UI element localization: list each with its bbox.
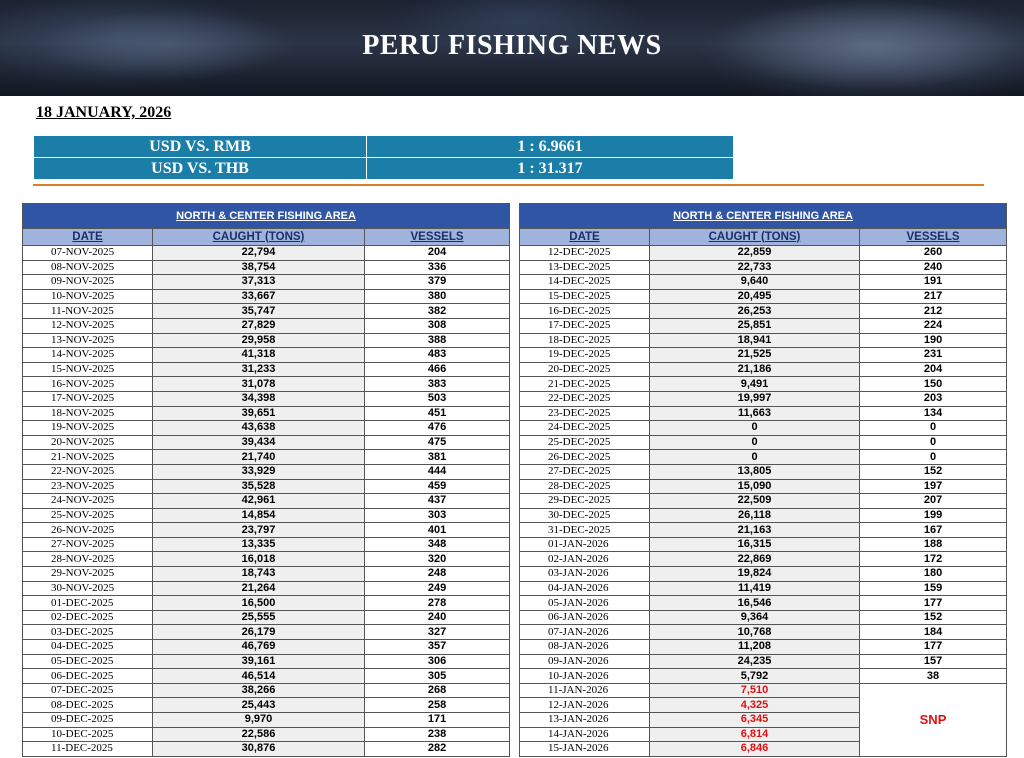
date-cell: 10-DEC-2025 <box>23 727 153 742</box>
vessels-cell: 476 <box>365 421 510 436</box>
vessels-cell: 459 <box>365 479 510 494</box>
date-cell: 05-DEC-2025 <box>23 654 153 669</box>
vessels-cell: 327 <box>365 625 510 640</box>
table-row <box>520 494 1007 509</box>
table-row <box>520 362 1007 377</box>
caught-cell: 39,651 <box>153 406 365 421</box>
date-cell: 04-JAN-2026 <box>520 581 650 596</box>
table-row <box>520 318 1007 333</box>
table-row <box>520 348 1007 363</box>
caught-cell: 39,161 <box>153 654 365 669</box>
table-row <box>520 246 1007 261</box>
caught-cell: 10,768 <box>650 625 860 640</box>
table-row <box>520 640 1007 655</box>
vessels-cell: 437 <box>365 494 510 509</box>
vessels-cell: 207 <box>860 494 1007 509</box>
date-cell: 12-DEC-2025 <box>520 246 650 261</box>
column-header-caught: CAUGHT (TONS) <box>153 229 365 246</box>
vessels-cell: 268 <box>365 683 510 698</box>
date-cell: 24-DEC-2025 <box>520 421 650 436</box>
date-cell: 07-DEC-2025 <box>23 683 153 698</box>
table-row <box>520 464 1007 479</box>
date-cell: 23-NOV-2025 <box>23 479 153 494</box>
caught-cell: 5,792 <box>650 669 860 684</box>
caught-cell: 19,997 <box>650 391 860 406</box>
date-cell: 15-NOV-2025 <box>23 362 153 377</box>
table-row <box>520 567 1007 582</box>
table-row <box>23 654 510 669</box>
date-cell: 27-DEC-2025 <box>520 464 650 479</box>
table-row <box>23 567 510 582</box>
vessels-cell: 159 <box>860 581 1007 596</box>
caught-cell: 39,434 <box>153 435 365 450</box>
column-header-vessels: VESSELS <box>860 229 1007 246</box>
caught-cell: 0 <box>650 435 860 450</box>
caught-cell: 46,514 <box>153 669 365 684</box>
exchange-rate-value: 1 : 6.9661 <box>367 136 734 158</box>
caught-cell-highlight: 6,814 <box>650 727 860 742</box>
vessels-cell: 383 <box>365 377 510 392</box>
table-row <box>520 275 1007 290</box>
table-row <box>520 508 1007 523</box>
caught-cell: 26,118 <box>650 508 860 523</box>
vessels-cell: 204 <box>860 362 1007 377</box>
vessels-cell: 503 <box>365 391 510 406</box>
currency-pair: USD VS. THB <box>34 158 367 180</box>
date-cell: 29-DEC-2025 <box>520 494 650 509</box>
table-row <box>520 523 1007 538</box>
vessels-cell: 224 <box>860 318 1007 333</box>
table-row <box>23 318 510 333</box>
date-cell: 06-JAN-2026 <box>520 610 650 625</box>
vessels-cell: 171 <box>365 713 510 728</box>
table-row <box>23 508 510 523</box>
caught-cell: 19,824 <box>650 567 860 582</box>
date-cell: 12-NOV-2025 <box>23 318 153 333</box>
caught-cell: 11,663 <box>650 406 860 421</box>
vessels-cell: 204 <box>365 246 510 261</box>
caught-cell: 9,970 <box>153 713 365 728</box>
vessels-cell: 231 <box>860 348 1007 363</box>
caught-cell: 20,495 <box>650 289 860 304</box>
vessels-cell: 0 <box>860 450 1007 465</box>
caught-cell: 37,313 <box>153 275 365 290</box>
caught-cell: 25,851 <box>650 318 860 333</box>
table-row <box>23 304 510 319</box>
exchange-rate-table <box>33 135 734 180</box>
fishing-table-right <box>519 203 1007 757</box>
date-cell: 18-NOV-2025 <box>23 406 153 421</box>
date-cell: 14-JAN-2026 <box>520 727 650 742</box>
currency-pair: USD VS. RMB <box>34 136 367 158</box>
vessels-cell: 320 <box>365 552 510 567</box>
caught-cell: 31,078 <box>153 377 365 392</box>
vessels-cell: 336 <box>365 260 510 275</box>
table-row <box>23 698 510 713</box>
table-row <box>520 479 1007 494</box>
caught-cell: 35,528 <box>153 479 365 494</box>
date-cell: 10-JAN-2026 <box>520 669 650 684</box>
caught-cell: 22,509 <box>650 494 860 509</box>
table-row <box>520 304 1007 319</box>
date-cell: 11-DEC-2025 <box>23 742 153 757</box>
vessels-cell: 238 <box>365 727 510 742</box>
fishing-table-left <box>22 203 510 757</box>
caught-cell: 14,854 <box>153 508 365 523</box>
date-cell: 25-DEC-2025 <box>520 435 650 450</box>
caught-cell: 25,555 <box>153 610 365 625</box>
date-cell: 08-JAN-2026 <box>520 640 650 655</box>
date-cell: 29-NOV-2025 <box>23 567 153 582</box>
caught-cell: 11,419 <box>650 581 860 596</box>
date-cell: 31-DEC-2025 <box>520 523 650 538</box>
caught-cell: 41,318 <box>153 348 365 363</box>
date-cell: 15-JAN-2026 <box>520 742 650 757</box>
table-row <box>520 610 1007 625</box>
date-cell: 17-NOV-2025 <box>23 391 153 406</box>
caught-cell: 27,829 <box>153 318 365 333</box>
caught-cell: 26,179 <box>153 625 365 640</box>
caught-cell: 38,754 <box>153 260 365 275</box>
vessels-cell: 190 <box>860 333 1007 348</box>
caught-cell: 33,929 <box>153 464 365 479</box>
caught-cell: 22,859 <box>650 246 860 261</box>
table-row <box>520 333 1007 348</box>
caught-cell: 34,398 <box>153 391 365 406</box>
table-row <box>520 537 1007 552</box>
caught-cell: 38,266 <box>153 683 365 698</box>
caught-cell: 22,794 <box>153 246 365 261</box>
vessels-cell: 306 <box>365 654 510 669</box>
caught-cell: 43,638 <box>153 421 365 436</box>
caught-cell: 42,961 <box>153 494 365 509</box>
table-row <box>520 683 1007 698</box>
table-row <box>520 406 1007 421</box>
vessels-cell: 240 <box>365 610 510 625</box>
date-cell: 26-DEC-2025 <box>520 450 650 465</box>
table-row <box>23 362 510 377</box>
date-cell: 27-NOV-2025 <box>23 537 153 552</box>
date-cell: 20-DEC-2025 <box>520 362 650 377</box>
caught-cell: 9,491 <box>650 377 860 392</box>
table-row <box>23 246 510 261</box>
date-cell: 24-NOV-2025 <box>23 494 153 509</box>
caught-cell: 21,264 <box>153 581 365 596</box>
date-cell: 19-DEC-2025 <box>520 348 650 363</box>
date-cell: 26-NOV-2025 <box>23 523 153 538</box>
table-row <box>23 450 510 465</box>
table-row <box>23 348 510 363</box>
date-cell: 17-DEC-2025 <box>520 318 650 333</box>
vessels-cell: 260 <box>860 246 1007 261</box>
caught-cell: 46,769 <box>153 640 365 655</box>
table-row <box>520 669 1007 684</box>
area-title: NORTH & CENTER FISHING AREA <box>520 204 1007 229</box>
vessels-cell: 197 <box>860 479 1007 494</box>
vessels-cell: 188 <box>860 537 1007 552</box>
table-row <box>23 391 510 406</box>
date-cell: 20-NOV-2025 <box>23 435 153 450</box>
caught-cell: 18,743 <box>153 567 365 582</box>
table-row <box>23 260 510 275</box>
vessels-cell: 240 <box>860 260 1007 275</box>
table-row <box>23 421 510 436</box>
date-cell: 23-DEC-2025 <box>520 406 650 421</box>
exchange-rate-value: 1 : 31.317 <box>367 158 734 180</box>
date-cell: 02-DEC-2025 <box>23 610 153 625</box>
caught-cell: 26,253 <box>650 304 860 319</box>
table-row <box>23 289 510 304</box>
vessels-cell: 401 <box>365 523 510 538</box>
table-row <box>520 377 1007 392</box>
report-date: 18 JANUARY, 2026 <box>36 104 172 121</box>
caught-cell: 21,740 <box>153 450 365 465</box>
area-title: NORTH & CENTER FISHING AREA <box>23 204 510 229</box>
vessels-cell: 282 <box>365 742 510 757</box>
table-row <box>23 479 510 494</box>
date-cell: 04-DEC-2025 <box>23 640 153 655</box>
caught-cell: 13,805 <box>650 464 860 479</box>
vessels-cell: 184 <box>860 625 1007 640</box>
date-cell: 21-NOV-2025 <box>23 450 153 465</box>
caught-cell: 25,443 <box>153 698 365 713</box>
vessels-cell: 177 <box>860 596 1007 611</box>
caught-cell: 13,335 <box>153 537 365 552</box>
table-row <box>520 260 1007 275</box>
vessels-cell: 134 <box>860 406 1007 421</box>
date-cell: 14-NOV-2025 <box>23 348 153 363</box>
date-cell: 07-JAN-2026 <box>520 625 650 640</box>
date-cell: 12-JAN-2026 <box>520 698 650 713</box>
caught-cell: 22,869 <box>650 552 860 567</box>
caught-cell: 31,233 <box>153 362 365 377</box>
date-cell: 08-DEC-2025 <box>23 698 153 713</box>
table-row <box>23 610 510 625</box>
date-cell: 16-DEC-2025 <box>520 304 650 319</box>
vessels-cell: 475 <box>365 435 510 450</box>
table-row <box>23 464 510 479</box>
vessels-cell: 152 <box>860 610 1007 625</box>
date-cell: 22-DEC-2025 <box>520 391 650 406</box>
table-row <box>23 537 510 552</box>
vessels-cell: 199 <box>860 508 1007 523</box>
date-cell: 08-NOV-2025 <box>23 260 153 275</box>
vessels-cell: 0 <box>860 435 1007 450</box>
vessels-cell: 380 <box>365 289 510 304</box>
date-cell: 03-DEC-2025 <box>23 625 153 640</box>
date-cell: 28-DEC-2025 <box>520 479 650 494</box>
vessels-cell: 381 <box>365 450 510 465</box>
caught-cell: 15,090 <box>650 479 860 494</box>
vessels-cell: 382 <box>365 304 510 319</box>
vessels-cell: 444 <box>365 464 510 479</box>
caught-cell: 22,733 <box>650 260 860 275</box>
table-row <box>520 596 1007 611</box>
date-cell: 18-DEC-2025 <box>520 333 650 348</box>
table-row <box>520 450 1007 465</box>
caught-cell-highlight: 6,846 <box>650 742 860 757</box>
caught-cell: 16,315 <box>650 537 860 552</box>
date-cell: 16-NOV-2025 <box>23 377 153 392</box>
caught-cell-highlight: 6,345 <box>650 713 860 728</box>
date-cell: 13-JAN-2026 <box>520 713 650 728</box>
caught-cell: 9,640 <box>650 275 860 290</box>
caught-cell: 29,958 <box>153 333 365 348</box>
vessels-cell: 308 <box>365 318 510 333</box>
table-row <box>520 581 1007 596</box>
caught-cell: 16,546 <box>650 596 860 611</box>
vessels-cell: 348 <box>365 537 510 552</box>
vessels-cell: 305 <box>365 669 510 684</box>
date-cell: 19-NOV-2025 <box>23 421 153 436</box>
date-cell: 25-NOV-2025 <box>23 508 153 523</box>
date-cell: 30-NOV-2025 <box>23 581 153 596</box>
table-row <box>23 683 510 698</box>
column-header-date: DATE <box>23 229 153 246</box>
table-row <box>23 552 510 567</box>
caught-cell-highlight: 7,510 <box>650 683 860 698</box>
date-cell: 10-NOV-2025 <box>23 289 153 304</box>
date-cell: 30-DEC-2025 <box>520 508 650 523</box>
caught-cell: 33,667 <box>153 289 365 304</box>
date-cell: 07-NOV-2025 <box>23 246 153 261</box>
table-row <box>520 654 1007 669</box>
table-row <box>23 669 510 684</box>
vessels-cell: 38 <box>860 669 1007 684</box>
date-cell: 01-DEC-2025 <box>23 596 153 611</box>
table-row <box>520 421 1007 436</box>
date-cell: 13-DEC-2025 <box>520 260 650 275</box>
caught-cell: 21,525 <box>650 348 860 363</box>
table-row <box>520 289 1007 304</box>
column-header-vessels: VESSELS <box>365 229 510 246</box>
vessels-cell: 278 <box>365 596 510 611</box>
table-row <box>520 625 1007 640</box>
table-row <box>23 275 510 290</box>
vessels-cell: 180 <box>860 567 1007 582</box>
vessels-cell: 217 <box>860 289 1007 304</box>
vessels-cell: 157 <box>860 654 1007 669</box>
vessels-cell: 258 <box>365 698 510 713</box>
table-row <box>520 391 1007 406</box>
table-row <box>23 713 510 728</box>
snp-label: SNP <box>860 683 1007 756</box>
date-cell: 06-DEC-2025 <box>23 669 153 684</box>
exchange-rate-row <box>34 158 734 180</box>
date-cell: 09-DEC-2025 <box>23 713 153 728</box>
vessels-cell: 203 <box>860 391 1007 406</box>
exchange-rate-row <box>34 136 734 158</box>
vessels-cell: 172 <box>860 552 1007 567</box>
table-row <box>23 333 510 348</box>
date-cell: 03-JAN-2026 <box>520 567 650 582</box>
date-cell: 09-NOV-2025 <box>23 275 153 290</box>
date-cell: 11-NOV-2025 <box>23 304 153 319</box>
page-title: PERU FISHING NEWS <box>362 30 662 61</box>
vessels-cell: 249 <box>365 581 510 596</box>
caught-cell: 11,208 <box>650 640 860 655</box>
date-cell: 05-JAN-2026 <box>520 596 650 611</box>
column-header-date: DATE <box>520 229 650 246</box>
caught-cell: 0 <box>650 450 860 465</box>
caught-cell: 16,018 <box>153 552 365 567</box>
date-cell: 09-JAN-2026 <box>520 654 650 669</box>
table-row <box>23 581 510 596</box>
caught-cell: 23,797 <box>153 523 365 538</box>
vessels-cell: 388 <box>365 333 510 348</box>
table-row <box>23 742 510 757</box>
vessels-cell: 451 <box>365 406 510 421</box>
date-cell: 21-DEC-2025 <box>520 377 650 392</box>
vessels-cell: 150 <box>860 377 1007 392</box>
caught-cell-highlight: 4,325 <box>650 698 860 713</box>
table-row <box>23 596 510 611</box>
vessels-cell: 0 <box>860 421 1007 436</box>
date-cell: 02-JAN-2026 <box>520 552 650 567</box>
vessels-cell: 167 <box>860 523 1007 538</box>
date-cell: 14-DEC-2025 <box>520 275 650 290</box>
vessels-cell: 379 <box>365 275 510 290</box>
table-row <box>23 523 510 538</box>
date-cell: 01-JAN-2026 <box>520 537 650 552</box>
date-cell: 28-NOV-2025 <box>23 552 153 567</box>
vessels-cell: 466 <box>365 362 510 377</box>
date-cell: 13-NOV-2025 <box>23 333 153 348</box>
vessels-cell: 191 <box>860 275 1007 290</box>
vessels-cell: 357 <box>365 640 510 655</box>
table-row <box>23 640 510 655</box>
caught-cell: 18,941 <box>650 333 860 348</box>
date-cell: 11-JAN-2026 <box>520 683 650 698</box>
caught-cell: 0 <box>650 421 860 436</box>
divider-line <box>33 184 984 186</box>
caught-cell: 21,163 <box>650 523 860 538</box>
caught-cell: 22,586 <box>153 727 365 742</box>
vessels-cell: 177 <box>860 640 1007 655</box>
caught-cell: 9,364 <box>650 610 860 625</box>
table-row <box>23 625 510 640</box>
caught-cell: 35,747 <box>153 304 365 319</box>
vessels-cell: 483 <box>365 348 510 363</box>
table-row <box>23 494 510 509</box>
table-row <box>520 435 1007 450</box>
caught-cell: 24,235 <box>650 654 860 669</box>
table-row <box>23 435 510 450</box>
table-row <box>23 727 510 742</box>
caught-cell: 21,186 <box>650 362 860 377</box>
date-cell: 15-DEC-2025 <box>520 289 650 304</box>
table-row <box>520 552 1007 567</box>
caught-cell: 16,500 <box>153 596 365 611</box>
column-header-caught: CAUGHT (TONS) <box>650 229 860 246</box>
vessels-cell: 248 <box>365 567 510 582</box>
header-banner <box>0 0 1024 96</box>
table-row <box>23 377 510 392</box>
vessels-cell: 212 <box>860 304 1007 319</box>
caught-cell: 30,876 <box>153 742 365 757</box>
date-cell: 22-NOV-2025 <box>23 464 153 479</box>
vessels-cell: 303 <box>365 508 510 523</box>
table-row <box>23 406 510 421</box>
vessels-cell: 152 <box>860 464 1007 479</box>
